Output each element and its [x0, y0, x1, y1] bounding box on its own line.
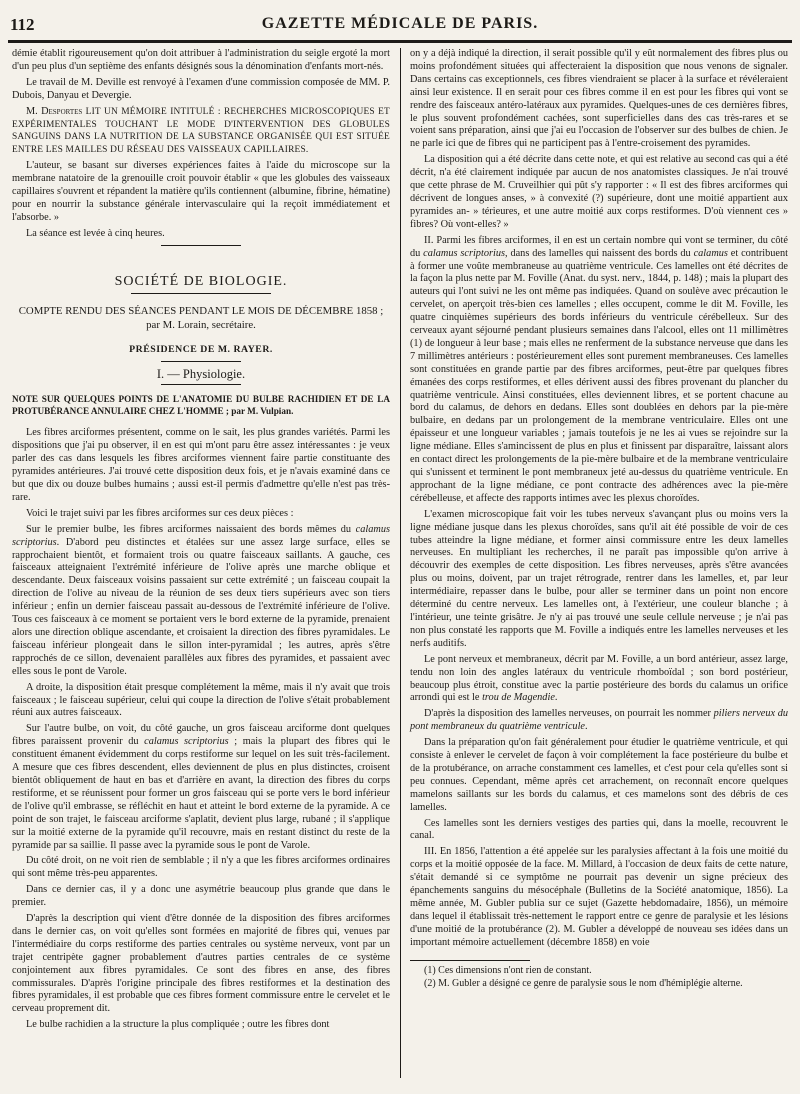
text-run: . D'abord peu distinctes et étalées sur une assez large surface, elles se rapprochaient bientôt, et formaient trois ou quatre faisceaux saillants. A gauche, ces faisceaux atteignaient l'extrémité inférieure de l'olive après une marche oblique et descendante. Deux faisceaux voisins passaient sur cette extrémité ; un faisceau coupait la direction de l'olive au niveau de la réunion de ses deux tiers supérieurs avec son tiers inférieur ; enfin un dernier faisceau passait au-dessous de l'extrémité inférieure de l'olive. Tous ces faisceaux à ce moment se portaient vers le bord externe de la pyramide, prenaient alors une direction oblique ascendante, et croisaient la direction des fibres pyramidales. Le faisceau inférieur plongeait dans le sillon inter-pyramidal ; les autres, après s'être rapprochés de ce sillon, devenaient parallèles aux fibres des pyramides, et passaient avec elles sous le pont de Varole.: [12, 536, 390, 677]
paragraph: A droite, la disposition était presque complétement la même, mais il n'y avait que trois faisceaux ; le faisceau supérieur, celui qui coupe la direction de l'olive s'était probablement réuni aux autres faisceaux.: [12, 681, 390, 719]
divider: [161, 361, 241, 362]
newspaper-page: [8, 0, 792, 1094]
text-run: .: [585, 721, 588, 733]
paragraph: [410, 654, 788, 706]
paragraph: L'examen microscopique fait voir les tubes nerveux s'avançant plus ou moins vers la ligne médiane jusque dans les plexus choroïdes, sans qu'il ait été possible de voir de ces tubes atteindre la ligne médiane, et former ainsi commissure entre les deux lamelles nerveuses. En multipliant les recherches, il ne paraît pas impossible qu'on arrive à découvrir des exemples de cette disposition. Les fibres nerveuses, après s'être avancées plus ou moins, doivent, par un trajet rétrograde, rentrer dans les lamelles, et, par leur intermédiaire, repasser dans le bulbe, pour aller se terminer dans un point non encore déterminé du centre nerveux. Les lamelles ont, à l'extérieur, une couleur blanche ; à l'intérieur, une teinte grisâtre. Je n'y ai pas trouvé une seule cellule nerveuse ; je n'ai pas non plus constaté les rapports que M. Foville a indiqués entre les lamelles nerveuses et les nerfs auditifs.: [410, 508, 788, 649]
paragraph: [12, 106, 390, 158]
right-column: [410, 48, 788, 990]
paragraph: [410, 708, 788, 734]
paragraph: Le bulbe rachidien a la structure la plus compliquée ; outre les fibres dont: [26, 1019, 330, 1031]
italic-term: calamus scriptorius: [12, 523, 390, 548]
text-run: ; mais la plupart des fibres qui le constituent émanent évidemment du corps restiforme sur lequel on les suit très-facilement. A mesure que ces fibres descendent, elles deviennent de plus en plus distinctes, croisent bientôt obliquement de haut en bas et d'arrière en avant, la direction des fibres du corps restiforme, et se réunissent pour former un gros faisceau qui se porte vers le bord inférieur de l'olive qu'il embrasse, se réfléchit en haut et atteint le bord externe de la pyramide. A ce point de son trajet, le faisceau arciforme s'aplatit, devient plus large, rubané ; il s'applique sur la moitié externe de la pyramide qu'il recouvre, mais en restant distinct du reste de la pyramide par sa saillie. Il passe avec la pyramide sous le pont de Varole.: [12, 736, 390, 851]
footnote: (1) Ces dimensions n'ont rien de constant.: [424, 964, 592, 976]
title-rule: [131, 293, 271, 294]
footnote: (2) M. Gubler a désigné ce genre de paralysie sous le nom d'hémiplégie alterne.: [424, 977, 743, 989]
paragraph: on y a déjà indiqué la direction, il serait possible qu'il y eût normalement des fibres plus ou moins profondément situées qui affecteraient la disposition que nous venons de signaler. Dans certains cas exceptionnels, ces fibres viendraient se placer à la surface et révéleraient ainsi leur existence. Il en serait pour ces fibres comme il en est pour les fibres qui vont se rendre des faisceaux antéro-latéraux aux pyramides. Quelques-unes de ces dernières fibres, le plus souvent profondément cachées, sont superficielles dans des cas très-rares et se voient sans préparation, ainsi que j'ai eu l'occasion de l'observer sur des bulbes de chien. Je ne parle ici que de fibres qui ne participent pas à l'entre-croisement des pyramides.: [410, 48, 788, 150]
section-divider: [161, 245, 241, 246]
text-run: Sur le premier bulbe, les fibres arciformes naissaient des bords mêmes du: [26, 523, 356, 535]
left-column: [12, 48, 390, 1035]
italic-term: calamus: [693, 247, 728, 259]
page-number: 112: [10, 15, 35, 34]
paragraph: [12, 723, 390, 852]
page-header: [8, 6, 792, 42]
column-separator: [400, 48, 401, 1078]
paragraph: [12, 524, 390, 679]
paragraph: La disposition qui a été décrite dans cette note, et qui est relative au second cas qui a été décrit, n'a été clairement indiquée par aucun de nos anatomistes classiques. Je n'ai trouvé que cette phrase de M. Cruveilhier qui pût s'y rapporter : « Il est des fibres arciformes qui décrivent de longues anses, » à convexité (?) supérieure, dont une moitié appartient aux pyramides an- » térieures, et une autre moitié aux corps restiformes. D'où viennent ces » fibres? Où vont-elles? »: [410, 154, 788, 230]
paragraph: Du côté droit, on ne voit rien de semblable ; il n'y a que les fibres arciformes ordinaires qui sont même très-peu apparentes.: [12, 855, 390, 880]
text-run: Le pont nerveux et membraneux, décrit par M. Foville, a un bord antérieur, assez large, tendu non loin des angles latéraux du ventricule rhomboïdal ; son bord postérieur, beaucoup plus étroit, constitue avec la partie postérieure des bords du calamus un orifice arrondi qui est le: [410, 653, 788, 704]
compte-rendu-line1: COMPTE RENDU DES SÉANCES PENDANT LE MOIS DE DÉCEMBRE 1858 ;: [18, 304, 384, 317]
paragraph: démie établit rigoureusement qu'on doit attribuer à l'administration du seigle ergoté la mort d'un peu plus d'un septième des enfants désignés sous la dénomination d'enfants mort-nés.: [12, 48, 390, 72]
text-run: , dans des lamelles qui naissent des bords du: [505, 247, 694, 259]
text-run: et contribuent à former une voûte membraneuse au quatrième ventricule. Ces lamelles ont été décrites de la façon la plus nette par M. Foville (Anat. du syst. nerv., 1844, p. 148) ; mais la plupart des auteurs qui l'ont suivi ne les ont même pas indiquées. Quand on soulève avec précaution le cervelet, on aperçoit très-bien ces lamelles ; elles occupent, comme le dit M. Foville, les quatre cinquièmes supérieurs des bords inférieurs du ventricule cérébelleux. Sur des cerveaux ayant séjourné pendant plusieurs semaines dans l'alcool, elles ont 11 millimètres (1) de longueur à leur base ; mais elles ne renferment de la substance nerveuse que dans les 7 millimètres antérieurs : postérieurement elles sont purement membraneuses. Ces lamelles sont constituées en grande partie par des fibres arciformes, peut-être par quelques fibres émanées des corps restiformes, et elles dérivent aussi des fibres provenant du plancher du quatrième ventricule. Ainsi constituées, elles deviennent libres, et se portent chacune au bord du calamus, de dehors en dedans. Elles sont doublées en dehors par la pie-mère bulbaire, en dedans par un prolongement de la membrane ventriculaire. Elles ont une épaisseur et une longueur variables ; jamais toutefois je ne les ai vues se rejoindre sur la ligne médiane. Elles s'amincissent de plus en plus et finissent par disparaître, laissant alors en contact direct les prolongements de la pie-mère bulbaire et de la membrane ventriculaire qui s'unissent et terminent le pont membraneux jeté au-dessus du quatrième ventricule. En approchant de la ligne médiane, ce pont contracte des adhérences avec la pie-mère cérébelleuse, et affecte des rapports intimes avec les plexus choroïdes.: [410, 247, 788, 504]
italic-term: piliers nerveux du pont membraneux du quatrième ventricule: [410, 708, 788, 733]
paragraph: Dans ce dernier cas, il y a donc une asymétrie beaucoup plus grande que dans le premier.: [12, 884, 390, 909]
author-name: M. Desportes: [26, 105, 83, 117]
paragraph: III. En 1856, l'attention a été appelée sur les paralysies affectant à la fois une moitié du corps et la moitié opposée de la face. M. Millard, à l'occasion de deux faits de cette nature, s'était demandé si ce symptôme ne pourrait pas devenir un signe précieux des épanchements sanguins du mésocéphale (Bulletins de la Société anatomique, 1856). La même année, M. Gubler publia sur ce sujet (Gazette hebdomadaire, 1856), un mémoire dans lequel il établissait très-nettement le rapport entre ce genre de paralysie et les lésions d'une moitié de la protubérance (2). M. Gubler a développé de nouveau ses idées dans un important mémoire actuellement (décembre 1858) en voie: [410, 846, 788, 948]
presidence: PRÉSIDENCE DE M. RAYER.: [129, 343, 273, 355]
paragraph: [410, 235, 788, 506]
compte-rendu-line2: par M. Lorain, secrétaire.: [146, 318, 256, 331]
text-run: .: [554, 692, 558, 704]
divider: [161, 384, 241, 385]
paragraph: Le travail de M. Deville est renvoyé à l'examen d'une commission composée de MM. P. Dubois, Danyau et Devergie.: [12, 76, 390, 101]
text-run: Sur l'autre bulbe, on voit, du côté gauche, un gros faisceau arciforme dont quelques fibres paraissent provenir du: [12, 723, 390, 748]
section-heading: I. — Physiologie.: [156, 366, 246, 381]
paragraph: Voici le trajet suivi par les fibres arciformes sur ces deux pièces :: [26, 507, 294, 519]
compte-rendu: [12, 304, 390, 332]
paragraph: Dans la préparation qu'on fait généralement pour étudier le quatrième ventricule, et qui consiste à enlever le cervelet de façon à voir complétement la face postérieure du bulbe et de la protubérance, on arrache constamment ces lamelles, et c'est pour cela qu'elles sont si peu connues. Cependant, même après cet arrachement, on reconnaît encore quelques mamelons saillants sur les bords du calamus, et ces mamelons sont des débris de ces lamelles.: [410, 737, 788, 813]
paragraph: D'après la description qui vient d'être donnée de la disposition des fibres arciformes dans le dernier cas, on voit qu'elles sont formées en majorité de fibres qui, venues par l'intermédiaire du corps restiforme des parties centrales ou système nerveux, vont par un trajet centripète gagner probablement d'autres parties centrales de ce système conjointement aux fibres pyramidales. Ce sont des fibres en anse, des fibres commissurales. D'après l'origine principale des fibres restiformes et la destination des fibres pyramidales, il est probable que ces fibres forment commissure entre le cervelet et le cerveau proprement dit.: [12, 913, 390, 1015]
italic-term: calamus scriptorius: [144, 736, 229, 748]
paragraph: L'auteur, se basant sur diverses expériences faites à l'aide du microscope sur la membrane natatoire de la grenouille croit pouvoir établir « que les globules des vaisseaux capillaires s'ouvrent et répandent la matière qu'ils contiennent (albumine, fibrine, hématine) pour en nourrir la substance générale intervasculaire qui la reçoit immédiatement et l'absorbe. »: [12, 160, 390, 223]
memoir-title: LIT UN MÉMOIRE INTITULÉ : RECHERCHES MICROSCOPIQUES ET EXPÉRIMENTALES TOUCHANT LE MODE D'INTERVENTION DES GLOBULES SANGUINS DANS LA NUTRITION DE LA SUBSTANCE ORGANISÉE QUI EST SITUÉE ENTRE LES MAILLES DU RÉSEAU DES VAISSEAUX CAPILLAIRES.: [12, 106, 390, 156]
text-run: II. Parmi les fibres arciformes, il en est un certain nombre qui vont se terminer, du côté du: [410, 234, 788, 259]
paragraph: Ces lamelles sont les derniers vestiges des parties qui, dans la moelle, recouvrent le canal.: [410, 817, 788, 842]
italic-term: trou de Magendie: [482, 692, 555, 704]
header-rule: [8, 42, 792, 43]
paragraph: Les fibres arciformes présentent, comme on le sait, les plus grandes variétés. Parmi les dispositions que j'ai pu observer, il en est qui m'ont paru être assez intéressantes : je veux parler des cas dans lesquels les fibres arciformes viennent faire partie constituante des pyramides antérieures. J'ai trouvé cette disposition deux fois, et je n'avais examiné dans ce but que dix ou douze bulbes humains ; aussi est-il permis d'admettre qu'elle n'est pas très-rare.: [12, 427, 390, 503]
italic-term: calamus scriptorius: [423, 247, 505, 259]
journal-title: GAZETTE MÉDICALE DE PARIS.: [261, 15, 539, 32]
paragraph: La séance est levée à cinq heures.: [26, 227, 165, 239]
society-title: SOCIÉTÉ DE BIOLOGIE.: [114, 273, 288, 289]
note-title: NOTE SUR QUELQUES POINTS DE L'ANATOMIE DU BULBE RACHIDIEN ET DE LA PROTUBÉRANCE ANNULAIRE CHEZ L'HOMME ; par M. Vulpian.: [12, 394, 390, 417]
text-run: D'après la disposition des lamelles nerveuses, on pourrait les nommer: [424, 708, 714, 720]
